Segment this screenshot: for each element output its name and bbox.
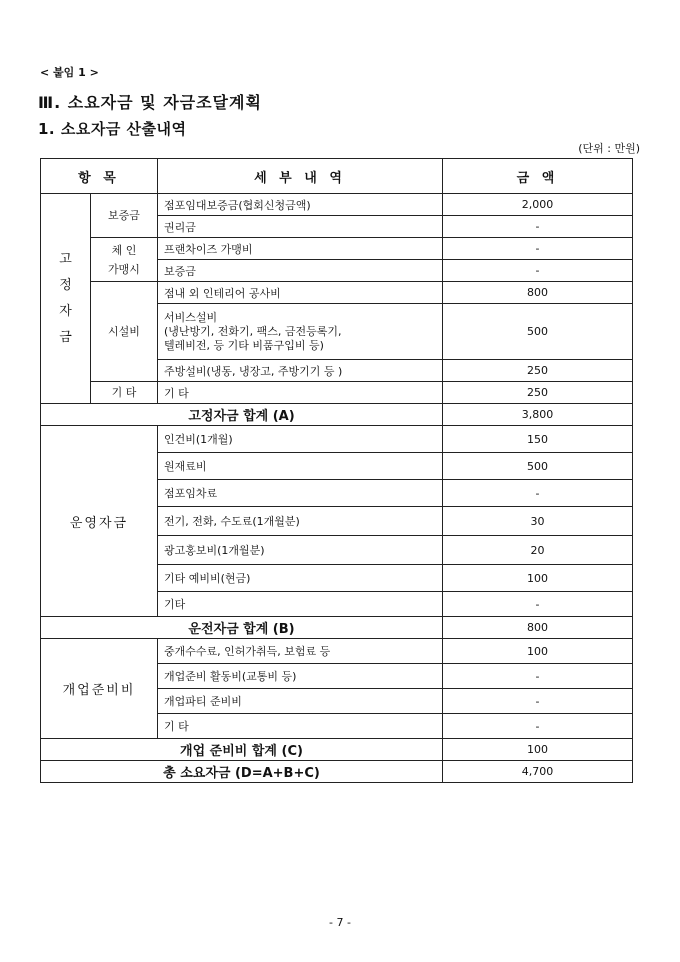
row-amount: 250 — [443, 382, 633, 404]
funds-table — [40, 158, 633, 783]
row-detail: 보증금 — [158, 260, 443, 282]
table-row — [41, 194, 633, 216]
row-amount: 2,000 — [443, 194, 633, 216]
table-header-row — [41, 159, 633, 194]
table-row — [41, 382, 633, 404]
row-amount: - — [443, 260, 633, 282]
subtotal-amount: 3,800 — [443, 404, 633, 426]
table-row — [41, 426, 633, 453]
group-other: 기 타 — [91, 382, 158, 404]
subtotal-label: 개업 준비비 합계 (C) — [41, 739, 443, 761]
row-amount: - — [443, 714, 633, 739]
row-detail: 원재료비 — [158, 453, 443, 480]
row-amount: 20 — [443, 536, 633, 565]
row-detail: 인건비(1개월) — [158, 426, 443, 453]
subsection-heading: 1. 소요자금 산출내역 — [38, 120, 187, 138]
grand-total-amount: 4,700 — [443, 761, 633, 783]
header-item: 항 목 — [41, 159, 158, 194]
row-amount: - — [443, 480, 633, 507]
subtotal-label: 고정자금 합계 (A) — [41, 404, 443, 426]
row-detail: 프랜차이즈 가맹비 — [158, 238, 443, 260]
category-fixed: 고 정 자 금 — [41, 194, 91, 404]
subtotal-row-operating — [41, 617, 633, 639]
table-row — [41, 282, 633, 304]
category-opening: 개업준비비 — [41, 639, 158, 739]
header-amount: 금 액 — [443, 159, 633, 194]
row-amount: - — [443, 664, 633, 689]
group-chain: 체 인 가맹시 — [91, 238, 158, 282]
grand-total-row — [41, 761, 633, 783]
row-amount: - — [443, 238, 633, 260]
row-detail: 권리금 — [158, 216, 443, 238]
unit-note: (단위 : 만원) — [578, 142, 640, 155]
row-detail: 기 타 — [158, 382, 443, 404]
row-amount: 150 — [443, 426, 633, 453]
page-number: - 7 - — [329, 916, 351, 929]
row-detail: 점포임대보증금(협회신청금액) — [158, 194, 443, 216]
subtotal-amount: 800 — [443, 617, 633, 639]
row-detail: 기 타 — [158, 714, 443, 739]
row-detail: 기타 — [158, 592, 443, 617]
row-amount: 250 — [443, 360, 633, 382]
attachment-label: < 붙임 1 > — [40, 66, 99, 79]
row-amount: 500 — [443, 304, 633, 360]
row-amount: - — [443, 216, 633, 238]
table-row — [41, 639, 633, 664]
table-row — [41, 238, 633, 260]
group-facility: 시설비 — [91, 282, 158, 382]
grand-total-label: 총 소요자금 (D=A+B+C) — [41, 761, 443, 783]
row-amount: - — [443, 689, 633, 714]
category-operating: 운영자금 — [41, 426, 158, 617]
row-detail: 개업파티 준비비 — [158, 689, 443, 714]
row-detail: 주방설비(냉동, 냉장고, 주방기기 등 ) — [158, 360, 443, 382]
group-deposit: 보증금 — [91, 194, 158, 238]
row-detail: 기타 예비비(현금) — [158, 565, 443, 592]
row-amount: 800 — [443, 282, 633, 304]
row-detail: 광고홍보비(1개월분) — [158, 536, 443, 565]
row-detail: 전기, 전화, 수도료(1개월분) — [158, 507, 443, 536]
subtotal-row-opening — [41, 739, 633, 761]
section-heading: Ⅲ. 소요자금 및 자금조달계획 — [38, 93, 262, 112]
subtotal-label: 운전자금 합계 (B) — [41, 617, 443, 639]
subtotal-amount: 100 — [443, 739, 633, 761]
row-detail: 점내 외 인테리어 공사비 — [158, 282, 443, 304]
row-detail: 서비스설비 (냉난방기, 전화기, 팩스, 금전등록기, 텔레비전, 등 기타 비품구입비 등) — [158, 304, 443, 360]
row-detail: 개업준비 활동비(교통비 등) — [158, 664, 443, 689]
subtotal-row-fixed — [41, 404, 633, 426]
row-detail: 점포임차료 — [158, 480, 443, 507]
row-amount: 100 — [443, 565, 633, 592]
row-amount: 500 — [443, 453, 633, 480]
row-amount: 30 — [443, 507, 633, 536]
header-detail: 세 부 내 역 — [158, 159, 443, 194]
row-amount: - — [443, 592, 633, 617]
row-amount: 100 — [443, 639, 633, 664]
row-detail: 중개수수료, 인허가취득, 보험료 등 — [158, 639, 443, 664]
